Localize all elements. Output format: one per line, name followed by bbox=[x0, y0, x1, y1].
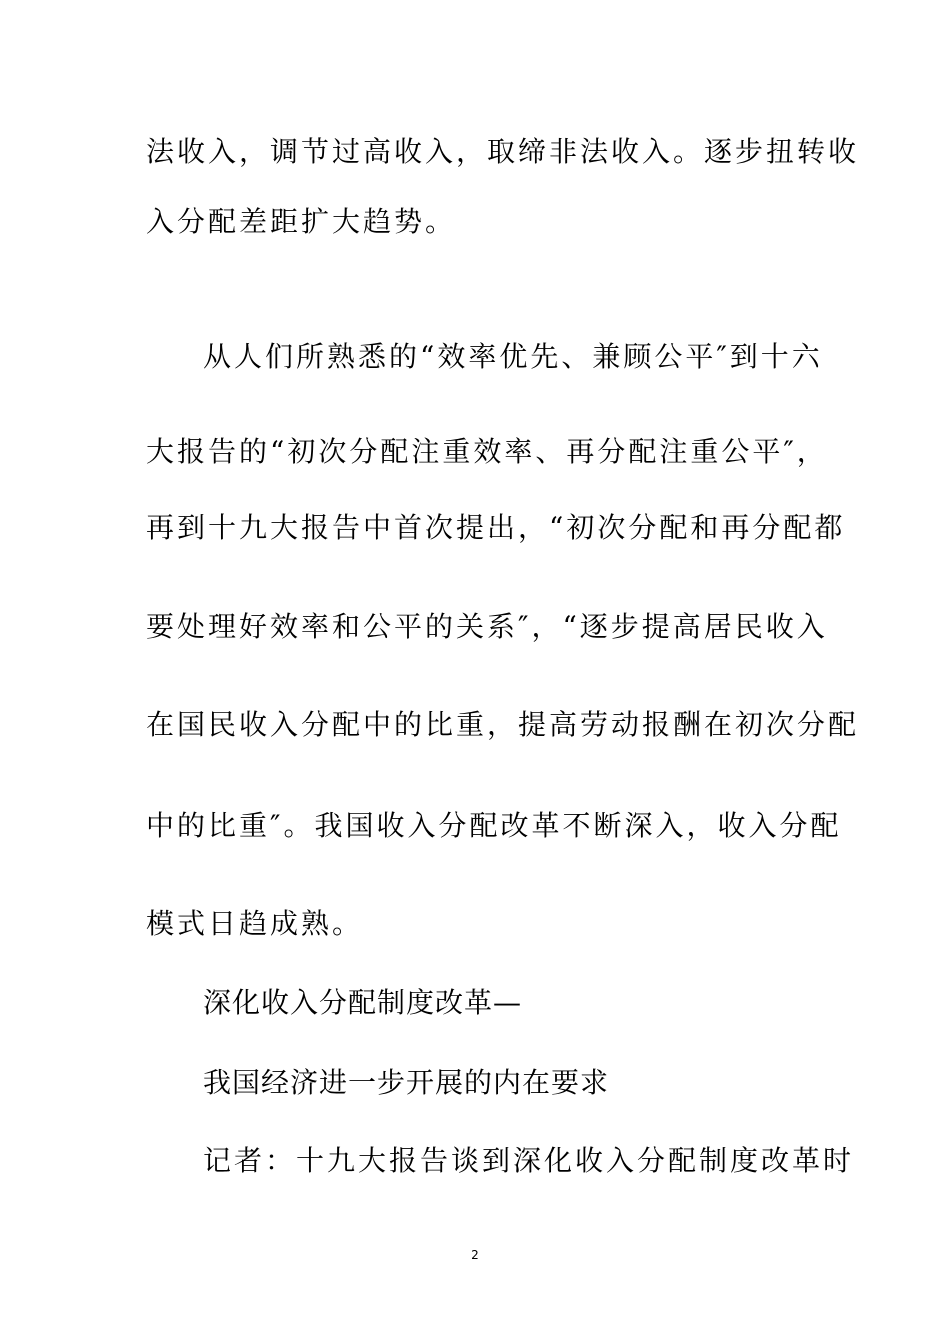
body-text-line: 再到十九大报告中首次提出，“初次分配和再分配都 bbox=[146, 511, 846, 544]
body-text-line: 入分配差距扩大趋势。 bbox=[146, 205, 457, 238]
section-subheading: 我国经济进一步开展的内在要求 bbox=[203, 1066, 610, 1099]
paragraph-first-line: 记者：十九大报告谈到深化收入分配制度改革时 bbox=[203, 1144, 855, 1177]
body-text-line: 中的比重″。我国收入分配改革不断深入，收入分配 bbox=[146, 809, 842, 842]
body-text-line: 模式日趋成熟。 bbox=[146, 907, 364, 940]
page-number: 2 bbox=[471, 1248, 479, 1262]
body-text-line: 法收入，调节过高收入，取缔非法收入。逐步扭转收 bbox=[146, 135, 860, 168]
body-text-line: 要处理好效率和公平的关系″，“逐步提高居民收入 bbox=[146, 610, 828, 643]
paragraph-first-line: 从人们所熟悉的“效率优先、兼顾公平″到十六 bbox=[203, 340, 823, 373]
body-text-line: 在国民收入分配中的比重，提高劳动报酬在初次分配 bbox=[146, 708, 860, 741]
body-text-line: 大报告的“初次分配注重效率、再分配注重公平″， bbox=[146, 435, 828, 468]
section-heading: 深化收入分配制度改革— bbox=[203, 986, 523, 1019]
